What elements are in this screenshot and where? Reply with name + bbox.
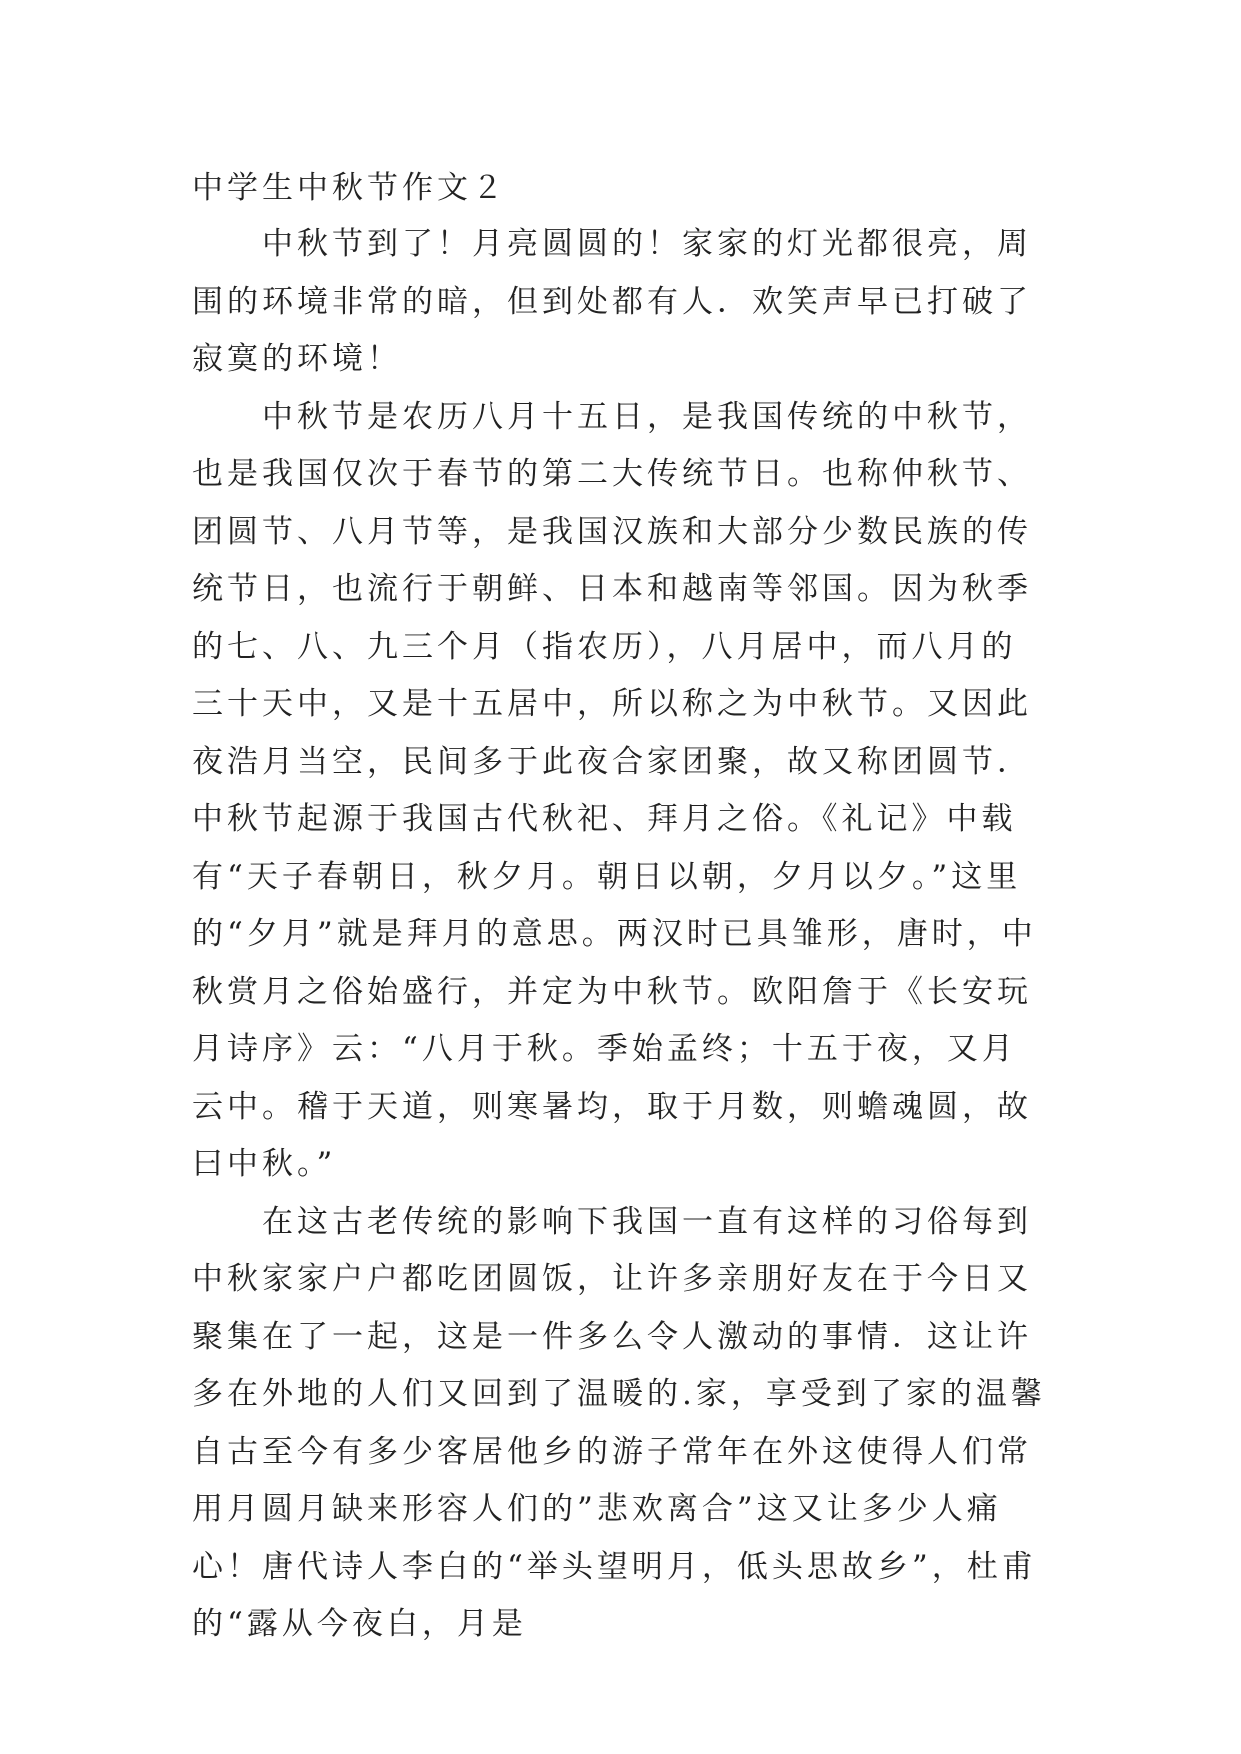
paragraph-2: 中秋节是农历八月十五日，是我国传统的中秋节，也是我国仅次于春节的第二大传统节日。也称仲秋节、团圆节、八月节等，是我国汉族和大部分少数民族的传统节日，也流行于朝鲜、日本和越南等邻国。因为秋季的七、八、九三个月（指农历），八月居中，而八月的三十天中，又是十五居中，所以称之为中秋节。又因此夜浩月当空，民间多于此夜合家团聚，故又称团圆节．中秋节起源于我国古代秋祀、拜月之俗。《礼记》中载有“天子春朝日，秋夕月。朝日以朝，夕月以夕。”这里的“夕月”就是拜月的意思。两汉时已具雏形，唐时，中秋赏月之俗始盛行，并定为中秋节。欧阳詹于《长安玩月诗序》云：“八月于秋。季始孟终；十五于夜，又月云中。稽于天道，则寒暑均，取于月数，则蟾魂圆，故曰中秋。” xyxy=(192,398,1037,1182)
document-title: 中学生中秋节作文２ xyxy=(192,170,507,206)
document-body xyxy=(192,160,1050,1654)
paragraph-1: 中秋节到了！月亮圆圆的！家家的灯光都很亮，周围的环境非常的暗，但到处都有人．欢笑声早已打破了寂寞的环境！ xyxy=(192,226,1032,377)
paragraph-3: 在这古老传统的影响下我国一直有这样的习俗每到中秋家家户户都吃团圆饭，让许多亲朋好友在于今日又聚集在了一起，这是一件多么令人激动的事情．这让许多在外地的人们又回到了温暖的.家，享受到了家的温馨自古至今有多少客居他乡的游子常年在外这使得人们常用月圆月缺来形容人们的”悲欢离合”这又让多少人痛心！唐代诗人李白的“举头望明月，低头思故乡”，杜甫的“露从今夜白，月是 xyxy=(192,1203,1046,1642)
